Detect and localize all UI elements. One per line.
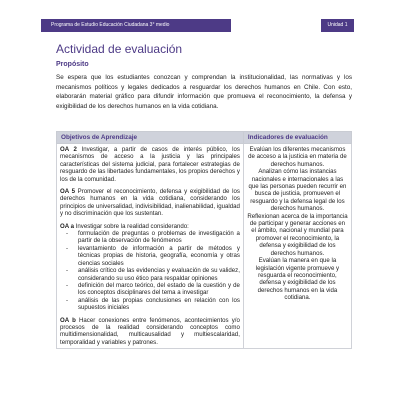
objective-text: Promover el reconocimiento, defensa y exigibilidad de los derechos humanos en la vida cotidiana, considerando los principios de universalidad, indivisibilidad, inalienabilidad, igualdad y no discriminación que los sustentan. <box>60 188 240 218</box>
objective-text: Hacer conexiones entre fenómenos, acontecimientos y/o procesos de la realidad considerando conceptos como multidimensionalidad, multicausalidad y multiescalaridad, temporalidad y variables y patrones. <box>60 316 240 346</box>
objective-text: Investigar sobre la realidad considerando: <box>74 222 189 230</box>
page-header <box>0 0 400 33</box>
unit-label: Unidad 1 <box>321 19 354 32</box>
indicator-item: Evalúan los diferentes mecanismos de acceso a la justicia en materia de derechos humanos. <box>248 146 347 168</box>
intro-paragraph: Se espera que los estudiantes conozcan y comprendan la institucionalidad, las normativas y los mecanismos políticos y legales dedicados a resguardar los derechos humanos en Chile. Con esto, elaborarán material gráfico para difundir información que promueva el reconocimiento, la defensa y exigibilidad de los derechos humanos en la vida cotidiana. <box>56 74 352 110</box>
objective-oaa <box>60 223 240 230</box>
objective-code: OA 5 <box>60 188 75 196</box>
objective-code: OA a <box>60 222 74 230</box>
program-label: Programa de Estudio Educación Ciudadana 3° medio <box>41 19 231 32</box>
objective-code: OA b <box>60 316 76 324</box>
objective-oa5 <box>60 188 240 218</box>
objective-text: Investigar, a partir de casos de interés público, los mecanismos de acceso a la justicia y las principales características del sistema judicial, para fortalecer estrategias de resguardo de las libertades fundamentales, los propios derechos y los de la comunidad. <box>60 146 240 183</box>
indicator-item: Reflexionan acerca de la importancia de participar y generar acciones en el ámbito, nacional y mundial para promover el reconocimiento, la defensa y exigibilidad de los derechos humanos. <box>247 212 348 257</box>
list-item: - definición del marco teórico, del estado de la cuestión y de los conceptos disciplinares del tema a investigar <box>78 282 240 297</box>
objective-oaa-list <box>60 230 240 311</box>
page-title: Actividad de evaluación <box>56 42 183 56</box>
indicator-item: Evalúan la manera en que la legislación vigente promueve y resguarda el reconocimiento, defensa y exigibilidad de los derechos humanos en la vida cotidiana. <box>255 257 340 302</box>
list-item: - levantamiento de información a partir de métodos y técnicas propias de historia, geografía, economía y otras ciencias sociales <box>78 245 240 267</box>
header-evaluation-indicators: Indicadores de evaluación <box>243 132 351 144</box>
objectives-cell <box>57 144 244 349</box>
section-subtitle: Propósito <box>56 61 89 68</box>
list-item: - análisis de las propias conclusiones en relación con los supuestos iniciales <box>78 297 240 312</box>
objective-code: OA 2 <box>60 146 77 153</box>
objective-oa2 <box>60 146 240 183</box>
header-learning-objectives: Objetivos de Aprendizaje <box>57 132 244 144</box>
list-item: - análisis crítico de las evidencias y evaluación de su validez, considerando su uso ético para respaldar opiniones <box>78 267 240 282</box>
evaluation-table <box>56 131 352 349</box>
indicators-cell <box>243 144 351 349</box>
objective-oab <box>60 317 240 347</box>
list-item: - formulación de preguntas o problemas de investigación a partir de la observación de fenómenos <box>78 230 240 245</box>
indicator-item: Analizan cómo las instancias nacionales e internacionales a las que las personas pueden recurrir en busca de justicia, promueven el resguardo y la defensa legal de los derechos humanos. <box>248 168 347 213</box>
